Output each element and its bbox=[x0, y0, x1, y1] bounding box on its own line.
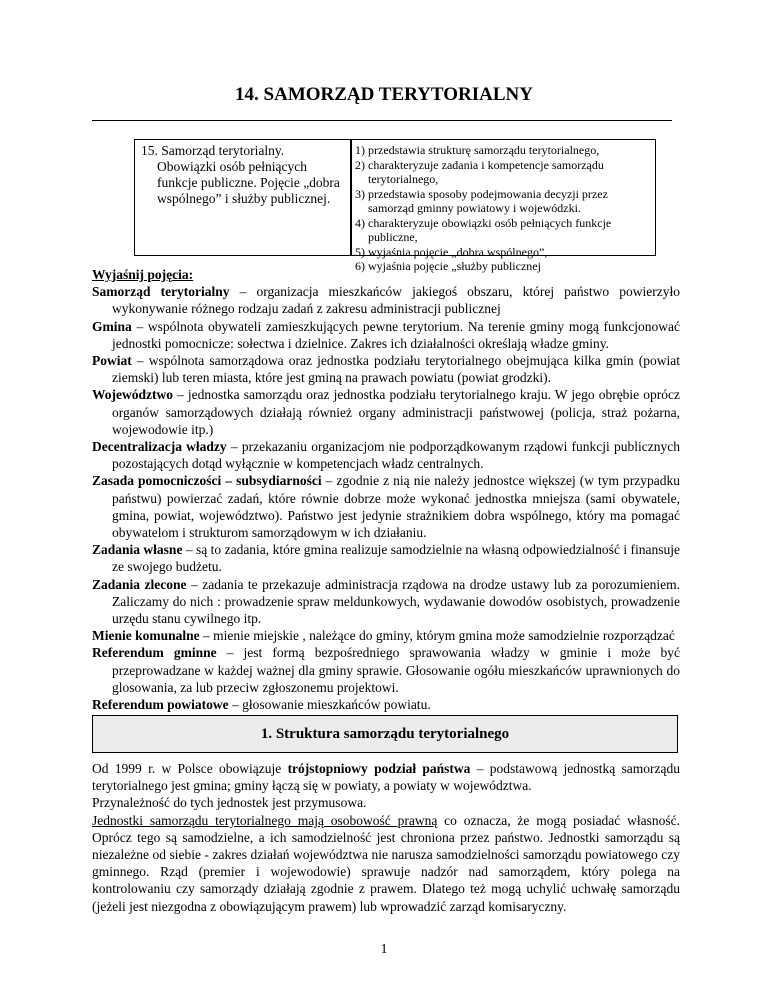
definition-item bbox=[92, 576, 680, 628]
definition-term: Mienie komunalne bbox=[92, 628, 200, 644]
body-bold-phrase: trójstopniowy podział państwa bbox=[287, 761, 471, 776]
body-underlined-phrase: Jednostki samorządu terytorialnego mają osobowość prawną bbox=[92, 812, 438, 828]
definition-item bbox=[92, 283, 680, 317]
definitions-heading: Wyjaśnij pojęcia: bbox=[92, 267, 194, 282]
definition-term: Decentralizacja władzy bbox=[92, 439, 227, 455]
body-paragraph bbox=[92, 760, 680, 794]
definition-item bbox=[92, 386, 680, 438]
definition-item bbox=[92, 438, 680, 472]
curriculum-topic: 15. Samorząd terytorialny. Obowiązki osób pełniących funkcje publiczne. Pojęcie „dobra wspólnego” i służby publicznej. bbox=[141, 143, 340, 206]
learning-outcome: 2) charakteryzuje zadania i kompetencje samorządu terytorialnego, bbox=[355, 157, 604, 186]
learning-outcome: 3) przedstawia sposoby podejmowania decyzji przez samorząd gminny powiatowy i wojewódzki. bbox=[355, 186, 608, 215]
definition-item bbox=[92, 644, 680, 696]
definition-term: Zasada pomocniczości – subsydiarności bbox=[92, 473, 322, 489]
definition-text: – zgodnie z nią nie należy jednostce większej (w tym przypadku państwu) powierzać zadań, które równie dobrze może wykonać jednostka mniejsza (sami obywatele, gmina, powiat, województwo). Państwo jest jedynie strażnikiem dobra wspólnego, który ma pomagać obywatelom i strukturom samorządowym w ich działaniu. bbox=[112, 473, 680, 541]
section-title: 1. Struktura samorządu terytorialnego bbox=[260, 725, 510, 742]
definition-text: – przekazaniu organizacjom nie podporządkowanym rządowi funkcji publicznych pozostających dotąd wyłącznie w kompetencjach władz centralnych. bbox=[112, 439, 680, 472]
learning-outcome: 5) wyjaśnia pojęcie „dobra wspólnego”, bbox=[355, 244, 548, 259]
definition-text: – są to zadania, które gmina realizuje samodzielnie na własną odpowiedzialność i finansuje ze swojego budżetu. bbox=[112, 542, 680, 575]
definition-text: – zadania te przekazuje administracja rządowa na drodze ustawy lub za porozumieniem. Zaliczamy do nich : prowadzenie spraw meldunkowych, wydawanie dowodów osobistych, prowadzenie urzędu stanu cywilnego itp. bbox=[112, 576, 681, 627]
body-paragraph bbox=[92, 812, 680, 915]
definitions-section bbox=[92, 266, 680, 730]
definition-term: Zadania zlecone bbox=[92, 576, 187, 592]
body-text-run: co oznacza, że mogą posiadać własność. Oprócz tego są samodzielne, a ich samodzielność jest chroniona przez państwo. Jednostki samorządu są niezależne od siebie - zakres działań województwa nie narusza samodzielności samorządu powiatowego czy gminnego. Rząd (premier i wojewodowie) sprawuje nadzór nad samorządem, który polega na kontrolowaniu czy samorządy działają zgodnie z prawem. Dlatego też mogą uchylić uchwałę samorządu (jeżeli jest niezgodna z obowiązującym prawem) lub wprowadzić zarząd komisaryczny. bbox=[92, 812, 680, 914]
title-rule bbox=[92, 120, 672, 121]
page-title: 14. SAMORZĄD TERYTORIALNY bbox=[235, 84, 533, 105]
definition-item bbox=[92, 541, 680, 575]
definition-term: Referendum powiatowe bbox=[92, 697, 229, 713]
learning-outcome: 4) charakteryzuje obowiązki osób pełniących funkcje publiczne, bbox=[355, 215, 612, 244]
definition-text: – wspólnota samorządowa oraz jednostka podziału terytorialnego obejmująca kilka gmin (powiat ziemski) lub teren miasta, które jest gminą na prawach powiatu (powiat grodzki). bbox=[112, 353, 680, 386]
definition-text: – jest formą bezpośredniego sprawowania władzy w gminie i może być przeprowadzane w każdej ważnej dla gminy sprawie. Głosowanie ogółu mieszkańców uprawnionych do glosowania, za lub przeciw zgłoszonemu projektowi. bbox=[112, 645, 680, 695]
learning-outcome: 6) wyjaśnia pojęcie „służby publicznej bbox=[355, 259, 541, 273]
definition-item bbox=[92, 352, 680, 386]
learning-outcome: 1) przedstawia strukturę samorządu terytorialnego, bbox=[355, 143, 600, 157]
definition-text: – głosowanie mieszkańców powiatu. bbox=[228, 697, 431, 713]
definition-item bbox=[92, 696, 680, 713]
body-text-run: Od 1999 r. w Polsce obowiązuje bbox=[92, 761, 288, 776]
page-number: 1 bbox=[380, 942, 388, 957]
definition-term: Gmina bbox=[92, 318, 132, 334]
definition-text: – wspólnota obywateli zamieszkujących pewne terytorium. Na terenie gminy mogą funkcjonować jednostki pomocnicze: sołectwa i dzielnice. Zakres ich działalności określają władze gminy. bbox=[112, 318, 680, 351]
definition-term: Referendum gminne bbox=[92, 645, 217, 661]
learning-outcomes-box bbox=[351, 139, 656, 273]
definition-item bbox=[92, 318, 680, 352]
definition-term: Zadania własne bbox=[92, 542, 183, 558]
section-header-box bbox=[92, 715, 678, 753]
definition-term: Województwo bbox=[92, 387, 173, 403]
definition-term: Samorząd terytorialny bbox=[92, 284, 230, 300]
curriculum-topic-box bbox=[134, 139, 351, 256]
definition-text: – mienie miejskie , należące do gminy, którym gmina może samodzielnie rozporządzać bbox=[199, 628, 675, 644]
definition-text: – organizacja mieszkańców jakiegoś obszaru, której państwo powierzyło wykonywanie różnego rodzaju zadań z zakresu administracji publicznej bbox=[112, 284, 680, 317]
definition-text: – jednostka samorządu oraz jednostka podziału terytorialnego kraju. W jego obrębie oprócz organów samorządowych działają również organy administracji państwowej (policja, straż pożarna, wojewodowie itp.) bbox=[112, 387, 680, 437]
definition-item bbox=[92, 627, 680, 644]
body-paragraph: Przynależność do tych jednostek jest przymusowa. bbox=[92, 795, 367, 811]
learning-outcomes-list bbox=[355, 143, 652, 274]
definition-item bbox=[92, 472, 680, 541]
body-text-run: – podstawową jednostką samorządu terytorialnego jest gmina; gminy łączą się w powiaty, a powiaty w województwa. bbox=[92, 761, 680, 794]
section-body bbox=[92, 760, 680, 915]
definition-term: Powiat bbox=[92, 353, 132, 369]
